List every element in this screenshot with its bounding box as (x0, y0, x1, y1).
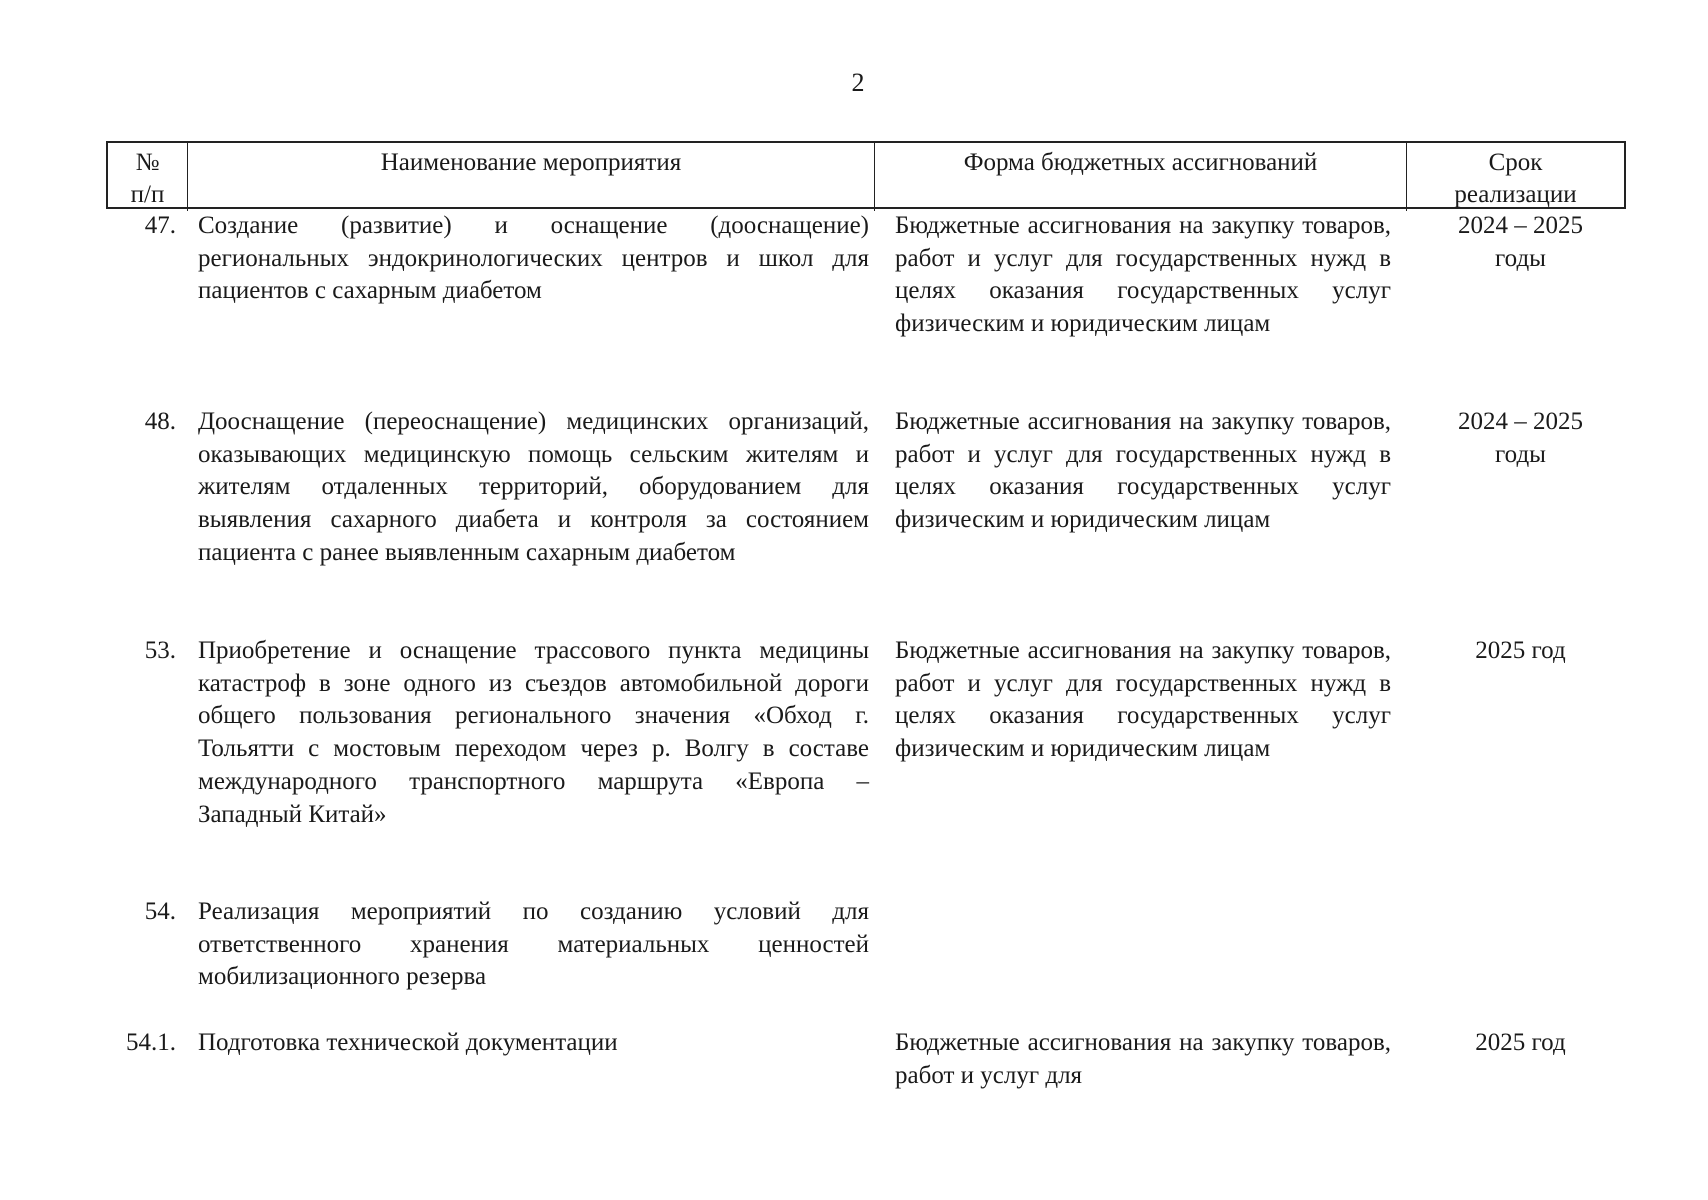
header-term-line2: реализации (1454, 181, 1577, 208)
table-body (106, 210, 1626, 1107)
page-number: 2 (851, 68, 865, 97)
row-term (1405, 896, 1626, 1027)
row-term-line1: 2024 – 2025 (1458, 212, 1583, 239)
header-term-line1: Срок (1488, 149, 1543, 176)
row-term-line1: 2025 год (1475, 637, 1566, 664)
header-term (1407, 143, 1624, 211)
row-number: 54.1. (126, 1029, 176, 1056)
row-term-line2: годы (1495, 440, 1546, 468)
row-name: Подготовка технической документации (198, 1029, 618, 1056)
row-form (881, 896, 1405, 1027)
row-name: Создание (развитие) и оснащение (дооснащение) региональных эндокринологических центров и школ для пациентов с сахарным диабетом (198, 212, 869, 305)
row-name: Реализация мероприятий по созданию условий для ответственного хранения материальных ценностей мобилизационного резерва (198, 898, 869, 991)
row-term-line1: 2025 год (1475, 1029, 1566, 1056)
row-number: 54. (144, 898, 176, 925)
row-term-line1: 2024 – 2025 (1458, 408, 1583, 435)
row-term-line2: годы (1495, 244, 1546, 272)
row-form: Бюджетные ассигнования на закупку товаров, работ и услуг для (895, 1029, 1391, 1089)
table-row (106, 896, 1626, 1027)
row-term (1405, 635, 1626, 896)
row-form: Бюджетные ассигнования на закупку товаров, работ и услуг для государственных нужд в целях оказания государственных услуг физическим и юридическим лицам (895, 408, 1391, 534)
row-term (1405, 406, 1626, 635)
header-number-sign: № (135, 149, 160, 176)
table-header (106, 141, 1626, 209)
header-name: Наименование мероприятия (188, 143, 875, 211)
row-name: Дооснащение (переоснащение) медицинских организаций, оказывающих медицинскую помощь сельским жителям и жителям отдаленных территорий, оборудованием для выявления сахарного диабета и контроля за состоянием пациента с ранее выявленным сахарным диабетом (198, 408, 869, 566)
row-form: Бюджетные ассигнования на закупку товаров, работ и услуг для государственных нужд в целях оказания государственных услуг физическим и юридическим лицам (895, 212, 1391, 338)
row-term (1405, 1027, 1626, 1107)
row-term (1405, 210, 1626, 406)
row-number: 53. (144, 637, 176, 664)
row-name: Приобретение и оснащение трассового пункта медицины катастроф в зоне одного из съездов автомобильной дороги общего пользования регионального значения «Обход г. Тольятти с мостовым переходом через р. Волгу в составе международного транспортного маршрута «Европа – Западный Китай» (198, 637, 869, 828)
table-row (106, 210, 1626, 406)
header-number (108, 143, 188, 211)
table-row (106, 1027, 1626, 1107)
header-number-abbr: п/п (130, 181, 165, 208)
row-form: Бюджетные ассигнования на закупку товаров, работ и услуг для государственных нужд в целях оказания государственных услуг физическим и юридическим лицам (895, 637, 1391, 763)
row-number: 48. (144, 408, 176, 435)
header-form: Форма бюджетных ассигнований (875, 143, 1407, 211)
table-row (106, 635, 1626, 896)
row-number: 47. (144, 212, 176, 239)
table-row (106, 406, 1626, 635)
